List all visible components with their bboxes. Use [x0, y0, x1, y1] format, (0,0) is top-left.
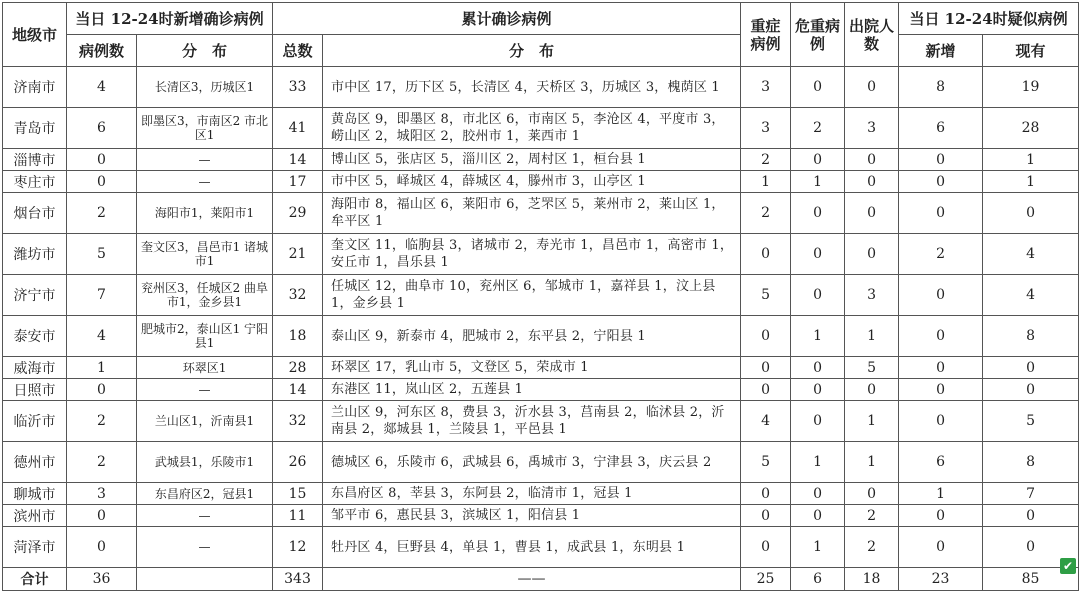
suspected-new: 0 — [899, 379, 983, 401]
suspected-new: 0 — [899, 275, 983, 316]
cumulative-total: 41 — [273, 108, 323, 149]
suspected-current: 8 — [983, 316, 1079, 357]
cumulative-distribution: 奎文区 11，临朐县 3，诸城市 2，寿光市 1，昌邑市 1，高密市 1，安丘市 1，昌乐县 1 — [323, 234, 741, 275]
city-name: 枣庄市 — [3, 171, 67, 193]
suspected-new: 0 — [899, 193, 983, 234]
table-row — [3, 275, 1079, 316]
suspected-current: 0 — [983, 357, 1079, 379]
table-row — [3, 67, 1079, 108]
severe-count: 5 — [741, 275, 791, 316]
cumulative-total: 18 — [273, 316, 323, 357]
discharged-count: 0 — [845, 171, 899, 193]
cumulative-total: 32 — [273, 275, 323, 316]
covid-statistics-table — [2, 2, 1079, 591]
new-case-count: 2 — [67, 193, 137, 234]
suspected-current: 1 — [983, 149, 1079, 171]
cumulative-total: 33 — [273, 67, 323, 108]
new-case-distribution: 即墨区3，市南区2 市北区1 — [137, 108, 273, 149]
suspected-new: 0 — [899, 401, 983, 442]
new-case-distribution: 肥城市2，泰山区1 宁阳县1 — [137, 316, 273, 357]
suspected-new: 0 — [899, 357, 983, 379]
suspected-new: 2 — [899, 234, 983, 275]
checkmark-icon[interactable]: ✔ — [1060, 558, 1076, 574]
header-suspected: 当日 12-24时疑似病例 — [899, 3, 1079, 35]
table-row — [3, 316, 1079, 357]
critical-count: 0 — [791, 505, 845, 527]
critical-count: 0 — [791, 234, 845, 275]
city-name: 菏泽市 — [3, 527, 67, 568]
cumulative-distribution: 任城区 12，曲阜市 10，兖州区 6，邹城市 1，嘉祥县 1，汶上县 1，金乡县 1 — [323, 275, 741, 316]
table-row — [3, 527, 1079, 568]
cumulative-total: 17 — [273, 171, 323, 193]
discharged-count: 3 — [845, 108, 899, 149]
header-suspected-new: 新增 — [899, 35, 983, 67]
severe-count: 0 — [741, 483, 791, 505]
cumulative-distribution: 牡丹区 4，巨野县 4，单县 1，曹县 1，成武县 1，东明县 1 — [323, 527, 741, 568]
cumulative-distribution: 黄岛区 9，即墨区 8，市北区 6，市南区 5，李沧区 4，平度市 3，崂山区 2，城阳区 2，胶州市 1，莱西市 1 — [323, 108, 741, 149]
new-case-count: 0 — [67, 149, 137, 171]
total-city-name: 合计 — [3, 568, 67, 591]
table-row — [3, 234, 1079, 275]
new-case-distribution: — — [137, 527, 273, 568]
critical-count: 0 — [791, 357, 845, 379]
city-name: 临沂市 — [3, 401, 67, 442]
table-row — [3, 171, 1079, 193]
cumulative-distribution: 博山区 5，张店区 5，淄川区 2，周村区 1，桓台县 1 — [323, 149, 741, 171]
new-case-count: 0 — [67, 505, 137, 527]
cumulative-total: 11 — [273, 505, 323, 527]
city-name: 青岛市 — [3, 108, 67, 149]
new-case-distribution: — — [137, 149, 273, 171]
new-case-count: 6 — [67, 108, 137, 149]
critical-count: 0 — [791, 275, 845, 316]
suspected-current: 8 — [983, 442, 1079, 483]
cumulative-total: 28 — [273, 357, 323, 379]
header-cumulative-total: 总数 — [273, 35, 323, 67]
new-case-count: 4 — [67, 67, 137, 108]
new-case-distribution: — — [137, 171, 273, 193]
city-name: 日照市 — [3, 379, 67, 401]
table-body — [3, 67, 1079, 591]
critical-count: 1 — [791, 527, 845, 568]
discharged-count: 0 — [845, 234, 899, 275]
severe-count: 2 — [741, 149, 791, 171]
new-case-distribution: 武城县1，乐陵市1 — [137, 442, 273, 483]
discharged-count: 1 — [845, 316, 899, 357]
severe-count: 0 — [741, 527, 791, 568]
total-suspected-new: 23 — [899, 568, 983, 591]
severe-count: 2 — [741, 193, 791, 234]
discharged-count: 0 — [845, 379, 899, 401]
header-new-count: 病例数 — [67, 35, 137, 67]
new-case-distribution: 东昌府区2，冠县1 — [137, 483, 273, 505]
severe-count: 4 — [741, 401, 791, 442]
critical-count: 0 — [791, 401, 845, 442]
suspected-current: 4 — [983, 234, 1079, 275]
new-case-count: 0 — [67, 379, 137, 401]
header-cumulative-distribution: 分 布 — [323, 35, 741, 67]
severe-count: 0 — [741, 357, 791, 379]
suspected-current: 0 — [983, 379, 1079, 401]
discharged-count: 1 — [845, 401, 899, 442]
new-case-count: 0 — [67, 527, 137, 568]
cumulative-distribution: 市中区 17，历下区 5，长清区 4，天桥区 3，历城区 3，槐荫区 1 — [323, 67, 741, 108]
discharged-count: 5 — [845, 357, 899, 379]
critical-count: 1 — [791, 442, 845, 483]
new-case-distribution: 环翠区1 — [137, 357, 273, 379]
cumulative-distribution: 环翠区 17，乳山市 5，文登区 5，荣成市 1 — [323, 357, 741, 379]
critical-count: 1 — [791, 171, 845, 193]
total-new-case-count: 36 — [67, 568, 137, 591]
severe-count: 3 — [741, 67, 791, 108]
critical-count: 2 — [791, 108, 845, 149]
suspected-new: 8 — [899, 67, 983, 108]
new-case-count: 1 — [67, 357, 137, 379]
cumulative-total: 21 — [273, 234, 323, 275]
new-case-distribution: 兖州区3，任城区2 曲阜市1，金乡县1 — [137, 275, 273, 316]
critical-count: 1 — [791, 316, 845, 357]
critical-count: 0 — [791, 67, 845, 108]
total-cumulative-total: 343 — [273, 568, 323, 591]
city-name: 威海市 — [3, 357, 67, 379]
suspected-new: 1 — [899, 483, 983, 505]
new-case-count: 7 — [67, 275, 137, 316]
table-row — [3, 483, 1079, 505]
discharged-count: 0 — [845, 483, 899, 505]
cumulative-distribution: 泰山区 9，新泰市 4，肥城市 2，东平县 2，宁阳县 1 — [323, 316, 741, 357]
new-case-distribution: 海阳市1，莱阳市1 — [137, 193, 273, 234]
header-severe: 重症病例 — [741, 3, 791, 67]
new-case-distribution: 兰山区1，沂南县1 — [137, 401, 273, 442]
suspected-current: 0 — [983, 505, 1079, 527]
city-name: 潍坊市 — [3, 234, 67, 275]
suspected-new: 0 — [899, 149, 983, 171]
table-row — [3, 193, 1079, 234]
city-name: 德州市 — [3, 442, 67, 483]
table-row — [3, 357, 1079, 379]
header-cumulative-confirmed: 累计确诊病例 — [273, 3, 741, 35]
new-case-count: 4 — [67, 316, 137, 357]
suspected-current: 28 — [983, 108, 1079, 149]
header-critical: 危重病例 — [791, 3, 845, 67]
severe-count: 0 — [741, 505, 791, 527]
cumulative-distribution: 东港区 11，岚山区 2，五莲县 1 — [323, 379, 741, 401]
city-name: 淄博市 — [3, 149, 67, 171]
new-case-count: 2 — [67, 401, 137, 442]
city-name: 滨州市 — [3, 505, 67, 527]
table-header — [3, 3, 1079, 67]
cumulative-distribution: 兰山区 9，河东区 8，费县 3，沂水县 3，莒南县 2，临沭县 2，沂南县 2，郯城县 1，兰陵县 1，平邑县 1 — [323, 401, 741, 442]
discharged-count: 3 — [845, 275, 899, 316]
header-new-confirmed: 当日 12-24时新增确诊病例 — [67, 3, 273, 35]
suspected-current: 1 — [983, 171, 1079, 193]
new-case-count: 0 — [67, 171, 137, 193]
cumulative-distribution: 市中区 5，峄城区 4，薛城区 4，滕州市 3，山亭区 1 — [323, 171, 741, 193]
city-name: 聊城市 — [3, 483, 67, 505]
total-suspected-current: 85 — [983, 568, 1079, 591]
cumulative-distribution: 海阳市 8，福山区 6，莱阳市 6，芝罘区 5，莱州市 2，莱山区 1，牟平区 1 — [323, 193, 741, 234]
suspected-new: 6 — [899, 108, 983, 149]
critical-count: 0 — [791, 483, 845, 505]
suspected-current: 19 — [983, 67, 1079, 108]
discharged-count: 0 — [845, 149, 899, 171]
new-case-count: 5 — [67, 234, 137, 275]
new-case-count: 2 — [67, 442, 137, 483]
suspected-current: 7 — [983, 483, 1079, 505]
severe-count: 0 — [741, 379, 791, 401]
severe-count: 0 — [741, 316, 791, 357]
discharged-count: 2 — [845, 505, 899, 527]
severe-count: 1 — [741, 171, 791, 193]
discharged-count: 2 — [845, 527, 899, 568]
total-severe-count: 25 — [741, 568, 791, 591]
cumulative-total: 32 — [273, 401, 323, 442]
severe-count: 0 — [741, 234, 791, 275]
table-row — [3, 379, 1079, 401]
cumulative-total: 29 — [273, 193, 323, 234]
cumulative-distribution: 邹平市 6，惠民县 3，滨城区 1，阳信县 1 — [323, 505, 741, 527]
cumulative-total: 14 — [273, 149, 323, 171]
city-name: 济南市 — [3, 67, 67, 108]
header-discharged: 出院人数 — [845, 3, 899, 67]
table-row — [3, 149, 1079, 171]
new-case-distribution: — — [137, 379, 273, 401]
discharged-count: 1 — [845, 442, 899, 483]
discharged-count: 0 — [845, 67, 899, 108]
table-row — [3, 401, 1079, 442]
total-row — [3, 568, 1079, 591]
suspected-new: 0 — [899, 527, 983, 568]
table-row — [3, 108, 1079, 149]
header-city: 地级市 — [3, 3, 67, 67]
suspected-new: 0 — [899, 316, 983, 357]
critical-count: 0 — [791, 193, 845, 234]
cumulative-total: 12 — [273, 527, 323, 568]
severe-count: 3 — [741, 108, 791, 149]
new-case-count: 3 — [67, 483, 137, 505]
critical-count: 0 — [791, 149, 845, 171]
cumulative-distribution: 东昌府区 8，莘县 3，东阿县 2，临清市 1，冠县 1 — [323, 483, 741, 505]
cumulative-distribution: 德城区 6，乐陵市 6，武城县 6，禹城市 3，宁津县 3，庆云县 2 — [323, 442, 741, 483]
total-cumulative-distribution: —— — [323, 568, 741, 591]
suspected-current: 0 — [983, 193, 1079, 234]
cumulative-total: 14 — [273, 379, 323, 401]
suspected-new: 0 — [899, 505, 983, 527]
cumulative-total: 15 — [273, 483, 323, 505]
suspected-current: 5 — [983, 401, 1079, 442]
suspected-current: 4 — [983, 275, 1079, 316]
total-discharged-count: 18 — [845, 568, 899, 591]
new-case-distribution: — — [137, 505, 273, 527]
city-name: 烟台市 — [3, 193, 67, 234]
total-critical-count: 6 — [791, 568, 845, 591]
suspected-current: 0 — [983, 527, 1079, 568]
table-row — [3, 442, 1079, 483]
critical-count: 0 — [791, 379, 845, 401]
cumulative-total: 26 — [273, 442, 323, 483]
header-new-distribution: 分 布 — [137, 35, 273, 67]
total-new-case-distribution — [137, 568, 273, 591]
city-name: 泰安市 — [3, 316, 67, 357]
new-case-distribution: 长清区3，历城区1 — [137, 67, 273, 108]
header-suspected-current: 现有 — [983, 35, 1079, 67]
suspected-new: 0 — [899, 171, 983, 193]
new-case-distribution: 奎文区3，昌邑市1 诸城市1 — [137, 234, 273, 275]
discharged-count: 0 — [845, 193, 899, 234]
table-row — [3, 505, 1079, 527]
city-name: 济宁市 — [3, 275, 67, 316]
suspected-new: 6 — [899, 442, 983, 483]
severe-count: 5 — [741, 442, 791, 483]
